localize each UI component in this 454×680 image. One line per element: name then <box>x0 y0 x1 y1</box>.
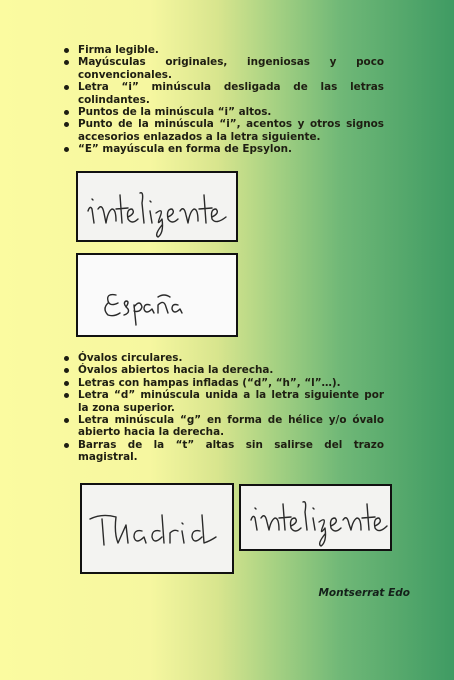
list-item: “E” mayúscula en forma de Epsylon. <box>62 143 384 155</box>
list-item: Mayúsculas originales, ingeniosas y poco convencionales. <box>62 56 384 81</box>
handwriting-sample-espana <box>76 253 238 337</box>
traits-list-1 <box>62 44 384 156</box>
list-item: Letra “d” minúscula unida a la letra siguiente por la zona superior. <box>62 389 384 414</box>
list-item: Letra minúscula “g” en forma de hélice y/o óvalo abierto hacia la derecha. <box>62 414 384 439</box>
list-item: Letras con hampas infladas (“d”, “h”, “l”…). <box>62 377 384 389</box>
handwriting-sample-inteligente <box>76 171 238 242</box>
handwriting-image <box>78 255 236 335</box>
author-signature: Montserrat Edo <box>318 587 410 599</box>
handwriting-sample-inteligente-2 <box>239 484 392 551</box>
handwriting-image <box>241 486 390 549</box>
list-item: Firma legible. <box>62 44 384 56</box>
handwriting-image <box>78 173 236 240</box>
list-item: Letra “i” minúscula desligada de las letras colindantes. <box>62 81 384 106</box>
handwriting-sample-madrid <box>80 483 234 574</box>
list-item: Óvalos abiertos hacia la derecha. <box>62 364 384 376</box>
list-item: Óvalos circulares. <box>62 352 384 364</box>
handwriting-image <box>82 485 232 572</box>
traits-list-2 <box>62 352 384 464</box>
list-item: Puntos de la minúscula “i” altos. <box>62 106 384 118</box>
list-item: Barras de la “t” altas sin salirse del trazo magistral. <box>62 439 384 464</box>
list-item: Punto de la minúscula “i”, acentos y otros signos accesorios enlazados a la letra siguiente. <box>62 118 384 143</box>
